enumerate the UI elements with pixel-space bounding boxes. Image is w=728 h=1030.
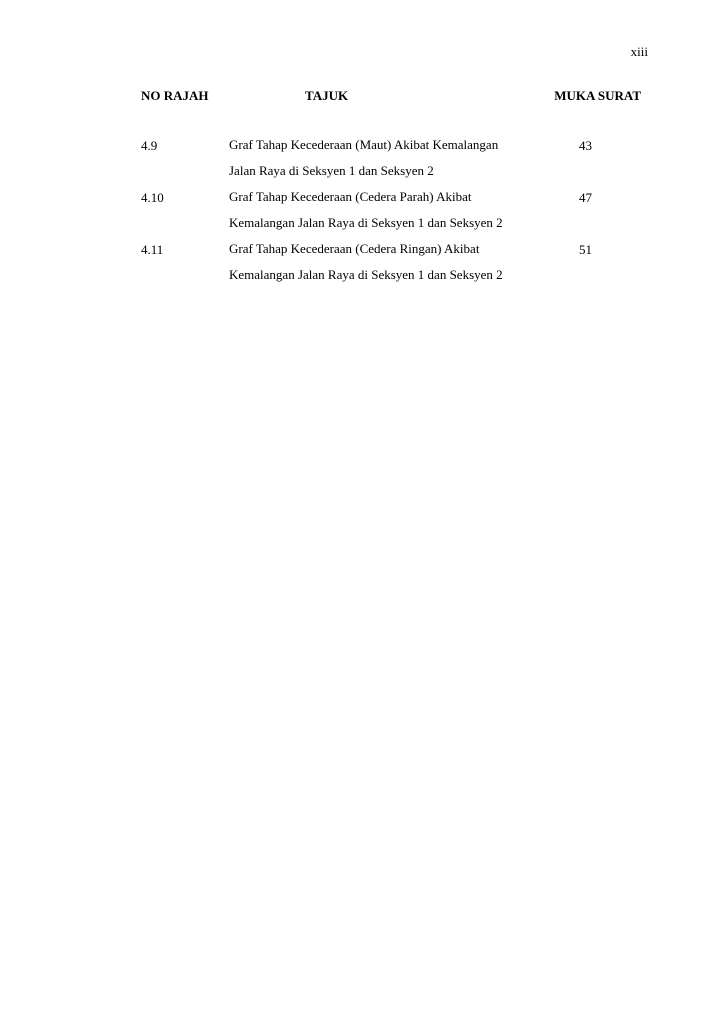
figure-list [141, 136, 641, 292]
figure-title-line: Kemalangan Jalan Raya di Seksyen 1 dan Seksyen 2 [229, 267, 503, 282]
figure-title-line: Graf Tahap Kecederaan (Cedera Parah) Akibat [229, 189, 472, 204]
figure-title [229, 184, 569, 236]
figure-title-line: Jalan Raya di Seksyen 1 dan Seksyen 2 [229, 163, 434, 178]
figure-number: 4.9 [141, 138, 158, 153]
figure-page: 47 [579, 190, 592, 205]
figure-page: 51 [579, 242, 592, 257]
column-header-no-rajah: NO RAJAH [141, 88, 209, 103]
figure-number: 4.11 [141, 242, 164, 257]
figure-title [229, 236, 569, 288]
column-header-muka-surat: MUKA SURAT [554, 88, 641, 103]
figure-title-line: Kemalangan Jalan Raya di Seksyen 1 dan Seksyen 2 [229, 215, 503, 230]
column-header-tajuk: TAJUK [305, 88, 349, 103]
figure-title [229, 132, 569, 184]
figure-title-line: Graf Tahap Kecederaan (Maut) Akibat Kemalangan [229, 137, 499, 152]
figure-number: 4.10 [141, 190, 164, 205]
list-header [141, 88, 641, 108]
list-item [141, 136, 641, 188]
figure-title-line: Graf Tahap Kecederaan (Cedera Ringan) Akibat [229, 241, 480, 256]
page-number: xiii [630, 44, 648, 59]
figure-page: 43 [579, 138, 592, 153]
list-item [141, 240, 641, 292]
list-item [141, 188, 641, 240]
